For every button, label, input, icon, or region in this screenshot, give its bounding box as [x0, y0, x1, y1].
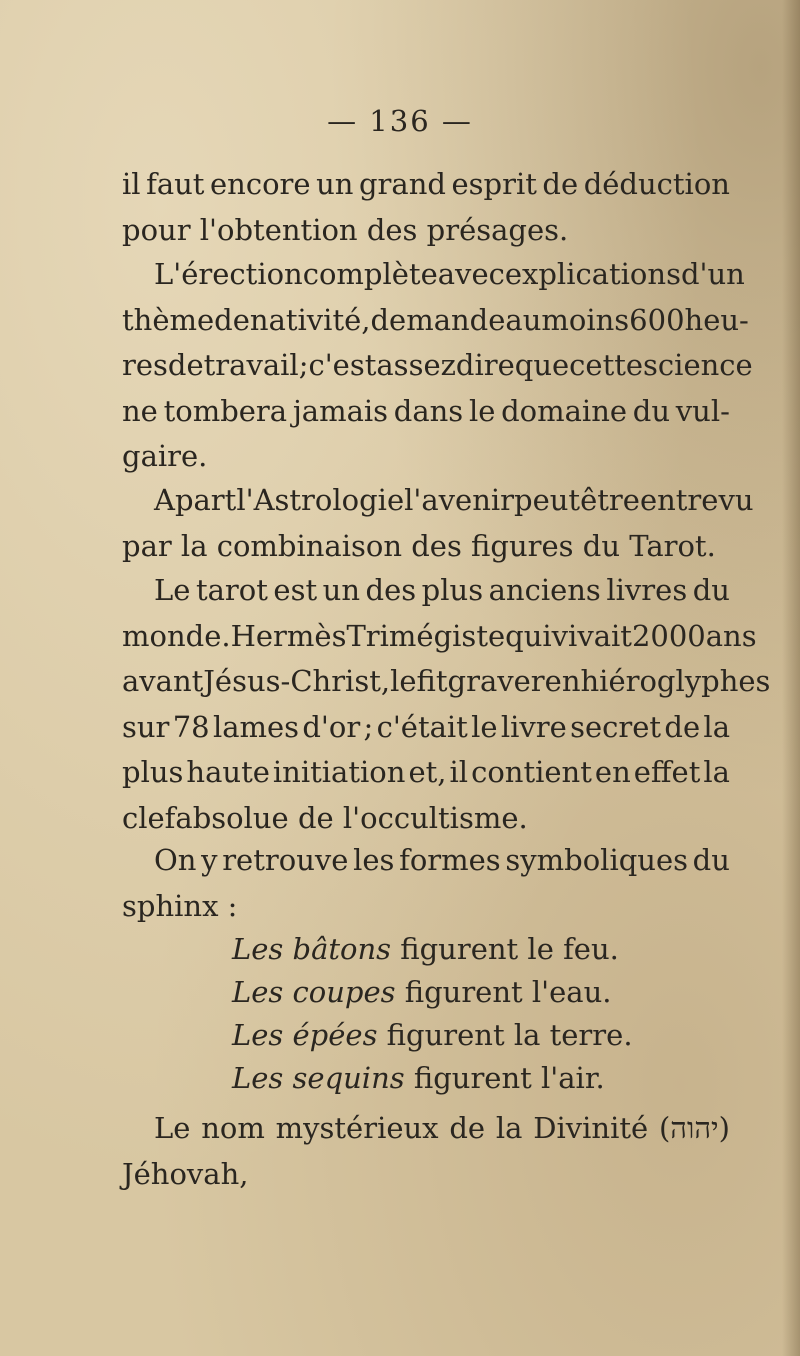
- text-line: Jéhovah,: [122, 1156, 249, 1191]
- text-line: Le tarot est un des plus anciens livres du: [154, 573, 730, 607]
- symbol-verses: [232, 928, 633, 1100]
- paragraph-6: [122, 1106, 730, 1197]
- text-line: L'érection complète avec explications d'un: [154, 257, 745, 291]
- verse-predicate: figurent l'air.: [404, 1061, 605, 1095]
- text-line: il faut encore un grand esprit de déduction: [122, 167, 730, 201]
- verse-line: [232, 1014, 633, 1057]
- text-line: sphinx :: [122, 888, 238, 923]
- text-line: avant Jésus-Christ, le fit graver en hiéroglyphes: [122, 664, 771, 698]
- text-line: monde. Hermès Trimégiste qui vivait 2000 ans: [122, 618, 757, 653]
- verse-subject: Les coupes: [232, 975, 396, 1009]
- text-line: res de travail ; c'est assez dire que cette science: [122, 348, 753, 382]
- verse-line: [232, 971, 633, 1014]
- verse-predicate: figurent la terre.: [377, 1018, 633, 1052]
- text-line: pour l'obtention des présages.: [122, 212, 569, 247]
- verse-line: [232, 1057, 633, 1100]
- text-line: gaire.: [122, 439, 208, 473]
- text-line: A part l'Astrologie l'avenir peut être entrevu: [154, 483, 754, 517]
- text-line: Le nom mystérieux de la Divinité (יהוה): [154, 1111, 730, 1145]
- paragraph-5: [122, 838, 730, 929]
- verse-predicate: figurent l'eau.: [395, 975, 612, 1009]
- text-line: plus haute initiation et, il contient en effet la: [122, 755, 730, 789]
- verse-subject: Les sequins: [232, 1061, 405, 1095]
- paragraph-2: [122, 252, 753, 480]
- page-edge-shadow: [782, 0, 800, 1356]
- page-number: — 136 —: [327, 104, 473, 138]
- verse-subject: Les bâtons: [232, 932, 392, 966]
- verse-line: [232, 928, 633, 971]
- verse-predicate: figurent le feu.: [391, 932, 619, 966]
- paragraph-1: [122, 162, 730, 253]
- text-line: ne tombera jamais dans le domaine du vul-: [122, 393, 730, 428]
- text-line: thème de nativité, demande au moins 600 heu-: [122, 302, 749, 337]
- paragraph-4: [122, 568, 771, 841]
- text-line: clefabsolue de l'occultisme.: [122, 800, 528, 835]
- verse-subject: Les épées: [232, 1018, 378, 1052]
- text-line: On y retrouve les formes symboliques du: [154, 843, 730, 877]
- paragraph-3: [122, 478, 754, 569]
- text-line: sur 78 lames d'or ; c'était le livre secret de la: [122, 709, 730, 744]
- text-line: par la combinaison des figures du Tarot.: [122, 528, 716, 563]
